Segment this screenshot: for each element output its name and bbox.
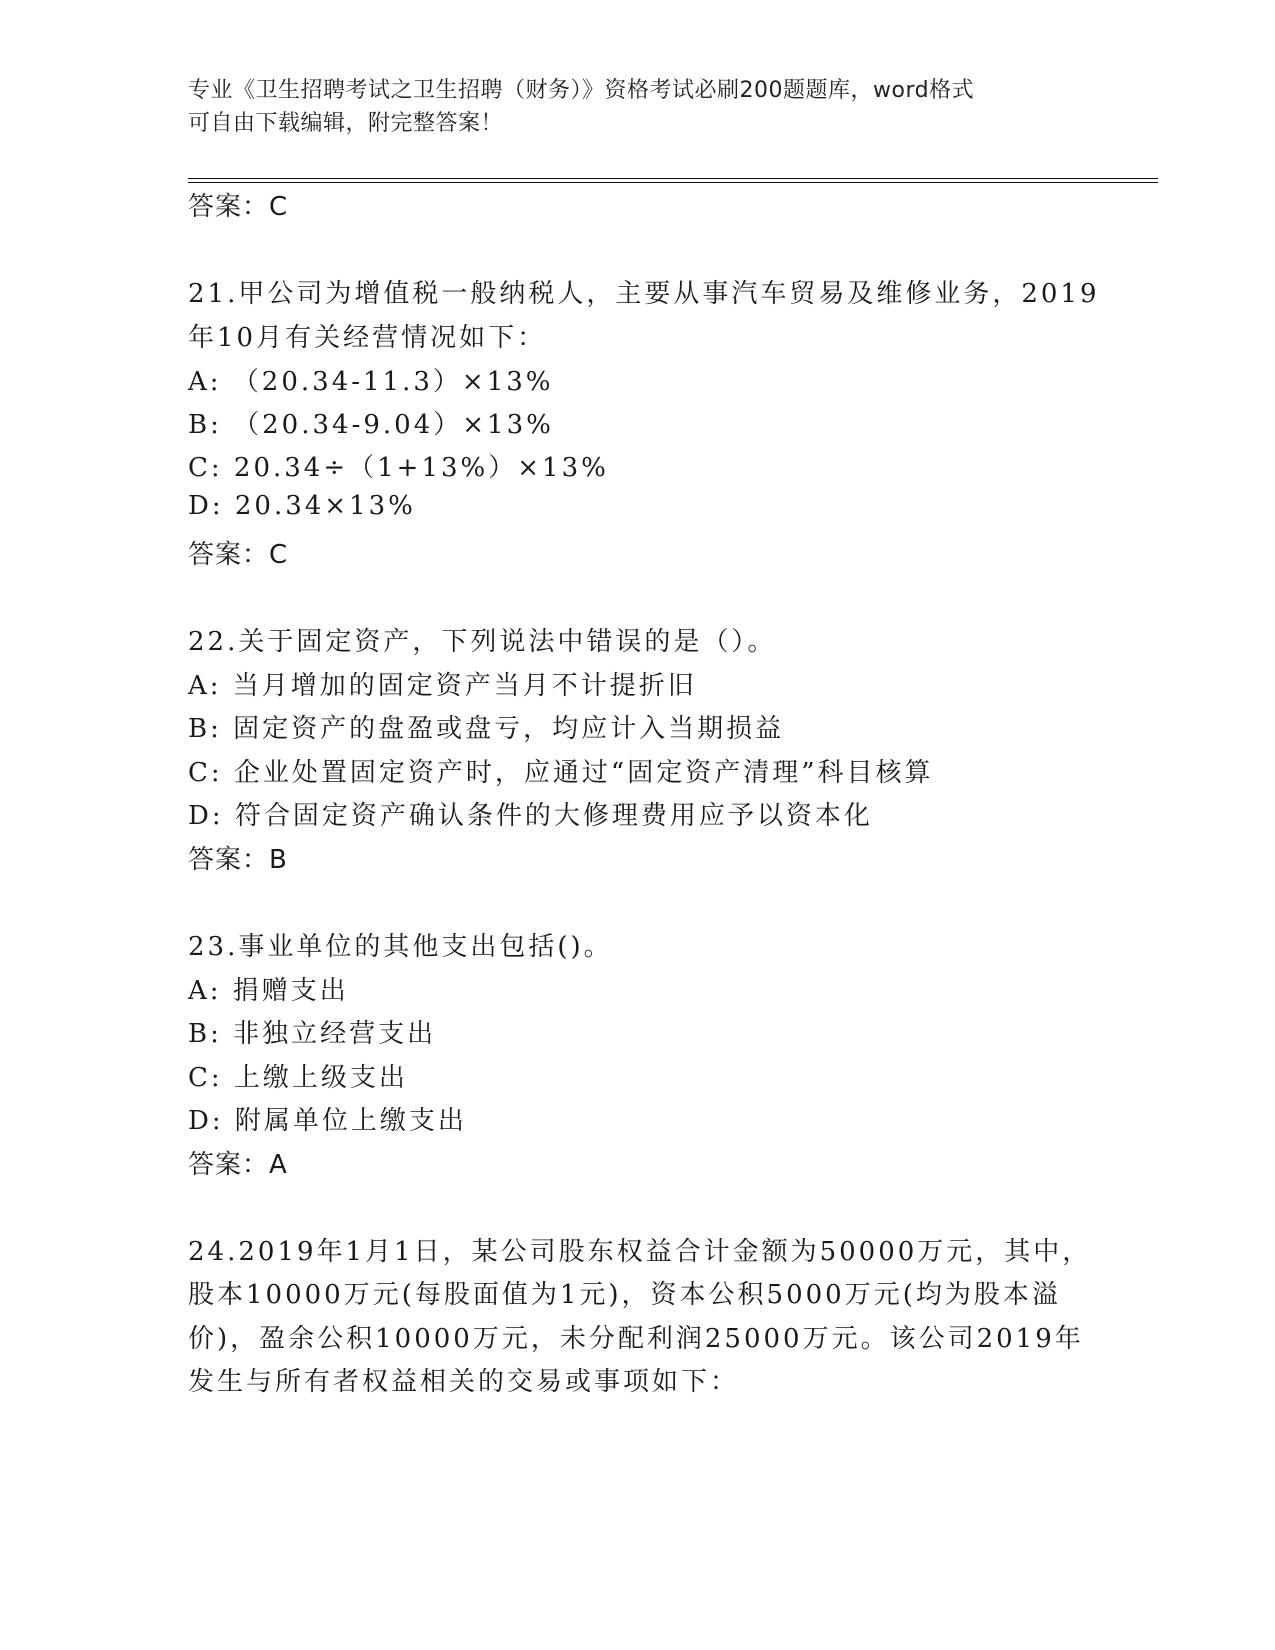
option-c: C: 20.34÷（1+13%）×13% [188,453,609,483]
option-d: D: 符合固定资产确认条件的大修理费用应予以资本化 [188,801,873,831]
question-stem: 年10月有关经营情况如下： [188,323,547,353]
header-divider [188,178,1158,179]
option-b: B: 非独立经营支出 [188,1019,437,1049]
option-a: A: 捐赠支出 [188,976,349,1006]
page-header [188,74,1088,140]
option-a: A: 当月增加的固定资产当月不计提折旧 [188,671,697,701]
answer-line: 答案：C [188,540,289,570]
question-stem: 23.事业单位的其他支出包括()。 [188,932,613,962]
option-a: A: （20.34-11.3）×13% [188,367,554,397]
option-c: C: 上缴上级支出 [188,1063,408,1093]
answer-line: 答案：B [188,845,288,875]
question-stem: 21.甲公司为增值税一般纳税人，主要从事汽车贸易及维修业务，2019 [188,279,1100,309]
question-stem: 股本10000万元(每股面值为1元)，资本公积5000万元(均为股本溢 [188,1280,1061,1310]
option-b: B: 固定资产的盘盈或盘亏，均应计入当期损益 [188,714,785,744]
answer-line: 答案：C [188,192,289,222]
question-stem: 发生与所有者权益相关的交易或事项如下： [188,1367,740,1397]
header-title-line-1: 专业《卫生招聘考试之卫生招聘（财务）》资格考试必刷200题题库，word格式 [188,78,975,103]
question-stem: 22.关于固定资产，下列说法中错误的是（）。 [188,627,777,657]
option-d: D: 附属单位上缴支出 [188,1106,467,1136]
question-stem: 价)，盈余公积10000万元，未分配利润25000万元。该公司2019年 [188,1324,1084,1354]
header-title-line-2: 可自由下载编辑，附完整答案！ [188,111,504,136]
option-b: B: （20.34-9.04）×13% [188,410,554,440]
header-divider [188,182,1158,183]
option-d: D: 20.34×13% [188,491,416,521]
answer-line: 答案：A [188,1150,288,1180]
question-stem: 24.2019年1月1日，某公司股东权益合计金额为50000万元，其中， [188,1237,1092,1267]
option-c: C: 企业处置固定资产时，应通过“固定资产清理”科目核算 [188,758,934,788]
